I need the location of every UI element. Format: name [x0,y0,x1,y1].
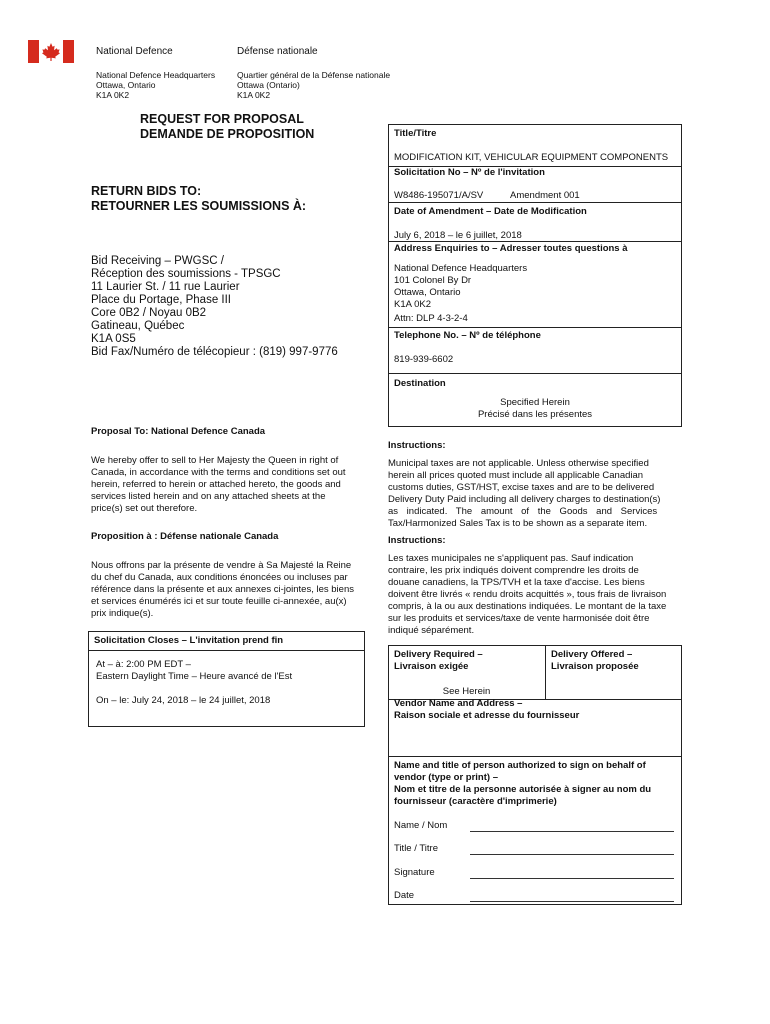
instructions-line: Municipal taxes are not applicable. Unless otherwise specified [388,458,649,469]
enquiries-line: National Defence Headquarters [394,263,528,274]
title-line-fr: DEMANDE DE PROPOSITION [140,127,315,141]
closing-date: On – le: July 24, 2018 – le 24 juillet, 2018 [96,695,271,706]
proposal-line: We hereby offer to sell to Her Majesty the Queen in right of [91,455,339,466]
telephone-label: Telephone No. – Nº de téléphone [394,330,541,341]
proposal-line: et services énumérés ici et sur toute feuille ci-annexée, au(x) [91,596,347,607]
date-of-amendment-label: Date of Amendment – Date de Modification [394,206,587,217]
enquiries-line: 101 Colonel By Dr [394,275,472,286]
enquiries-line: Ottawa, Ontario [394,287,461,298]
enquiries-address [394,263,527,325]
return-bids-heading [91,184,306,214]
instructions-body-en [388,458,660,530]
proposal-line: du chef du Canada, aux conditions énoncées ou incluses par [91,572,348,583]
signatory-heading-line: vendor (type or print) – [394,772,498,783]
instructions-line: doivent être livrés « rendu droits acquittés », tous frais de livraison [388,589,667,600]
destination-label: Destination [394,378,446,389]
instructions-line: douane canadiens, la TPS/TVH et la taxe d'accise. Les biens [388,577,645,588]
bid-fax-line: Bid Fax/Numéro de télécopieur : (819) 997-9776 [91,346,338,358]
signature-field-label: Signature [394,867,435,878]
vendor-label-line: Vendor Name and Address – [394,698,523,709]
proposal-line: Canada, in accordance with the terms and conditions set out [91,467,346,478]
document-title [140,112,314,142]
telephone-value: 819-939-6602 [394,354,454,365]
instructions-body-fr [388,553,666,637]
dept-name-fr: Défense nationale [237,46,318,57]
destination-value [388,397,682,421]
address-line: Quartier général de la Défense nationale [237,70,391,80]
closing-time [96,659,292,683]
delivery-offered-label [551,649,639,673]
dept-name-en: National Defence [96,46,173,57]
instructions-heading-fr: Instructions: [388,535,446,546]
delivery-offered-line: Delivery Offered – [551,649,633,660]
delivery-required-line: Livraison exigée [394,661,469,672]
solicitation-label: Solicitation No – Nº de l'invitation [394,167,545,178]
signatory-heading-line: fournisseur (caractère d'imprimerie) [394,796,557,807]
enquiries-line: K1A 0K2 [394,299,431,310]
instructions-line: compris, à la ou aux destinations indiquées. Le montant de la taxe [388,601,667,612]
closing-time-line: Eastern Daylight Time – Heure avancé de l'Est [96,671,293,682]
delivery-offered-line: Livraison proposée [551,661,639,672]
bid-address-line: Core 0B2 / Noyau 0B2 [91,307,207,319]
instructions-line: customs duties, GST/HST, excise taxes and are to be delivered [388,482,655,493]
proposal-line: services listed herein and on any attached sheets at the [91,491,326,502]
address-line: National Defence Headquarters [96,70,216,80]
address-line: K1A 0K2 [237,90,271,100]
signatory-heading-line: Nom et titre de la personne autorisée à signer au nom du [394,784,652,795]
instructions-line: Delivery Duty Paid including all delivery charges to destination(s) [388,494,661,505]
instructions-heading-en: Instructions: [388,440,446,451]
destination-line: Précisé dans les présentes [477,409,593,420]
title-field-label: Title / Titre [394,843,438,854]
bid-address-line: Bid Receiving – PWGSC / [91,255,224,267]
name-field[interactable] [470,831,674,832]
canada-flag-icon [28,40,74,63]
name-field-label: Name / Nom [394,820,448,831]
bid-address-line: 11 Laurier St. / 11 rue Laurier [91,281,240,293]
amendment-value: Amendment 001 [510,190,580,201]
destination-line: Specified Herein [500,397,570,408]
signatory-heading [394,760,651,808]
date-field[interactable] [470,901,674,902]
delivery-required-value: See Herein [442,686,491,697]
vendor-label-line: Raison sociale et adresse du fournisseur [394,710,580,721]
address-line: Ottawa, Ontario [96,80,156,90]
bid-receiving-address [91,255,338,359]
bid-address-line: Réception des soumissions - TPSGC [91,268,281,280]
delivery-required-line: Delivery Required – [394,649,483,660]
delivery-required-label [394,649,483,673]
proposal-body-fr [91,560,365,620]
address-line: Ottawa (Ontario) [237,80,300,90]
proposal-body-en [91,455,365,515]
instructions-line: sur les produits et services/taxe de vente harmonisée doit être [388,613,650,624]
instructions-line: Les taxes municipales ne s'appliquent pas. Sauf indication [388,553,634,564]
vendor-label [394,698,579,722]
instructions-line: contraire, les prix indiqués doivent comprendre les droits de [388,565,639,576]
bid-address-line: Place du Portage, Phase III [91,294,232,306]
proposal-heading-en: Proposal To: National Defence Canada [91,426,266,437]
date-field-label: Date [394,890,415,901]
instructions-line: Tax/Harmonized Sales Tax is to be shown as a separate item. [388,518,648,529]
instructions-line: indiqué séparément. [388,625,475,636]
title-value: MODIFICATION KIT, VEHICULAR EQUIPMENT COMPONENTS [394,152,669,163]
proposal-line: prix indique(s). [91,608,154,619]
proposal-line: price(s) set out therefore. [91,503,198,514]
bid-address-line: Gatineau, Québec [91,320,185,332]
proposal-line: référence dans la présente et aux annexes ci-jointes, les biens [91,584,354,595]
solicitation-closes-heading: Solicitation Closes – L'invitation prend fin [94,635,284,646]
date-of-amendment-value: July 6, 2018 – le 6 juillet, 2018 [394,230,522,241]
title-line-en: REQUEST FOR PROPOSAL [140,112,304,126]
dept-address-en [96,70,215,100]
enquiries-label: Address Enquiries to – Adresser toutes questions à [394,243,628,254]
return-bids-fr: RETOURNER LES SOUMISSIONS À: [91,199,307,213]
signatory-heading-line: Name and title of person authorized to sign on behalf of [394,760,646,771]
closing-time-line: At – à: 2:00 PM EDT – [96,659,191,670]
title-label: Title/Titre [394,128,437,139]
proposal-line: Nous offrons par la présente de vendre à Sa Majesté la Reine [91,560,352,571]
instructions-line: herein all prices quoted must include all applicable Canadian [388,470,644,481]
return-bids-en: RETURN BIDS TO: [91,184,202,198]
title-field[interactable] [470,854,674,855]
address-line: K1A 0K2 [96,90,130,100]
signature-field[interactable] [470,878,674,879]
solicitation-value: W8486-195071/A/SV [394,190,484,201]
dept-address-fr [237,70,390,100]
proposal-heading-fr: Proposition à : Défense nationale Canada [91,531,279,542]
proposal-line: herein, referred to herein or attached hereto, the goods and [91,479,341,490]
enquiries-line: Attn: DLP 4-3-2-4 [394,313,468,324]
bid-address-line: K1A 0S5 [91,333,136,345]
instructions-line: as indicated. The amount of the Goods and Services [388,506,658,517]
vendor-name-address-field[interactable] [390,724,680,754]
